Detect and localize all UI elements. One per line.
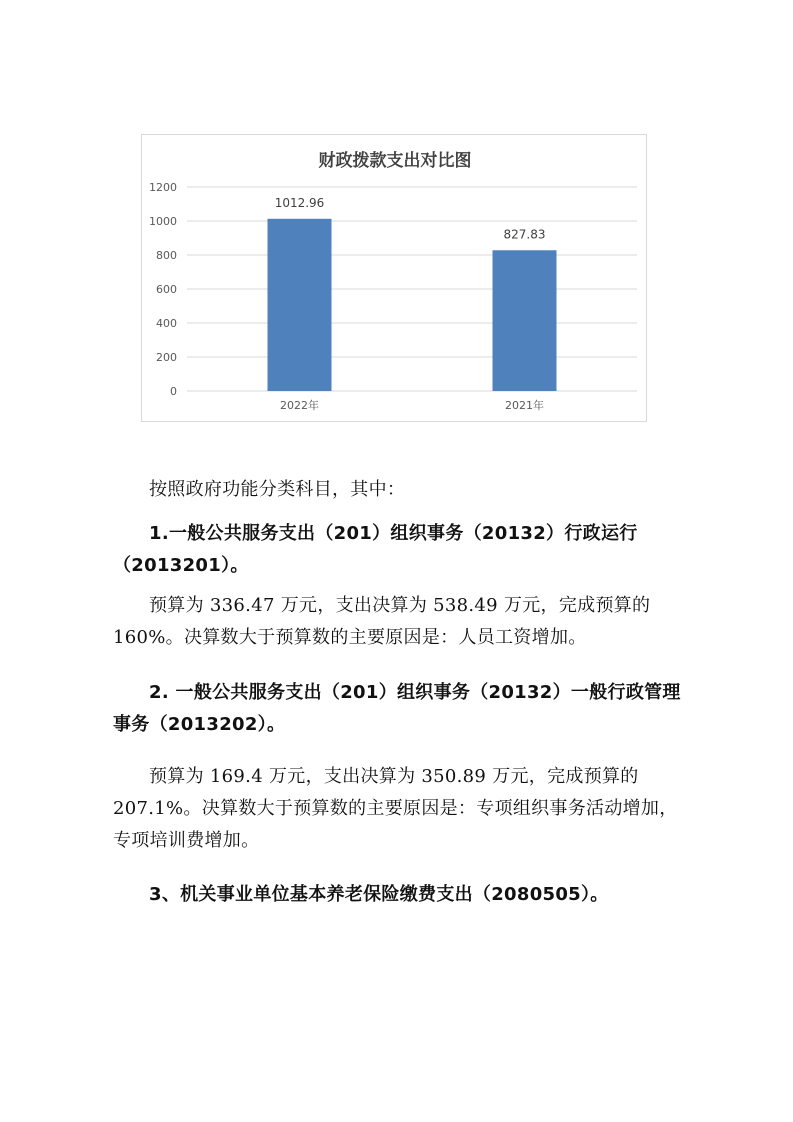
- y-tick-label: 400: [156, 317, 177, 330]
- bar-2: [493, 250, 557, 391]
- x-axis-labels: [280, 398, 544, 412]
- intro-paragraph: 按照政府功能分类科目，其中：: [149, 479, 406, 500]
- x-tick-label: 2022年: [280, 399, 319, 412]
- item3-heading: 3、机关事业单位基本养老保险缴费支出（2080505）。: [149, 884, 609, 905]
- y-tick-label: 800: [156, 249, 177, 262]
- data-label: 1012.96: [274, 195, 325, 210]
- gridlines: [187, 187, 637, 391]
- y-tick-label: 0: [170, 385, 177, 398]
- y-tick-label: 1200: [149, 181, 177, 194]
- item1-heading: 1.一般公共服务支出（201）组织事务（20132）行政运行（2013201）。: [113, 523, 638, 576]
- item2-text: 预算为 169.4 万元，支出决算为 350.89 万元，完成预算的 207.1%。决算数大于预算数的主要原因是：专项组织事务活动增加，专项培训费增加。: [113, 766, 678, 851]
- y-tick-label: 200: [156, 351, 177, 364]
- bars: [268, 219, 557, 391]
- chart-title: 财政拨款支出对比图: [318, 151, 472, 171]
- data-label: 827.83: [503, 227, 546, 242]
- item1-text: 预算为 336.47 万元，支出决算为 538.49 万元，完成预算的 160%。决算数大于预算数的主要原因是：人员工资增加。: [113, 595, 651, 648]
- bar-chart: [141, 134, 647, 422]
- y-tick-label: 1000: [149, 215, 177, 228]
- y-axis-ticks: [149, 181, 177, 398]
- item2-heading: 2. 一般公共服务支出（201）组织事务（20132）一般行政管理事务（2013202）。: [113, 682, 681, 735]
- y-tick-label: 600: [156, 283, 177, 296]
- chart-canvas: [142, 135, 648, 423]
- x-tick-label: 2021年: [505, 399, 544, 412]
- bar-1: [268, 219, 332, 391]
